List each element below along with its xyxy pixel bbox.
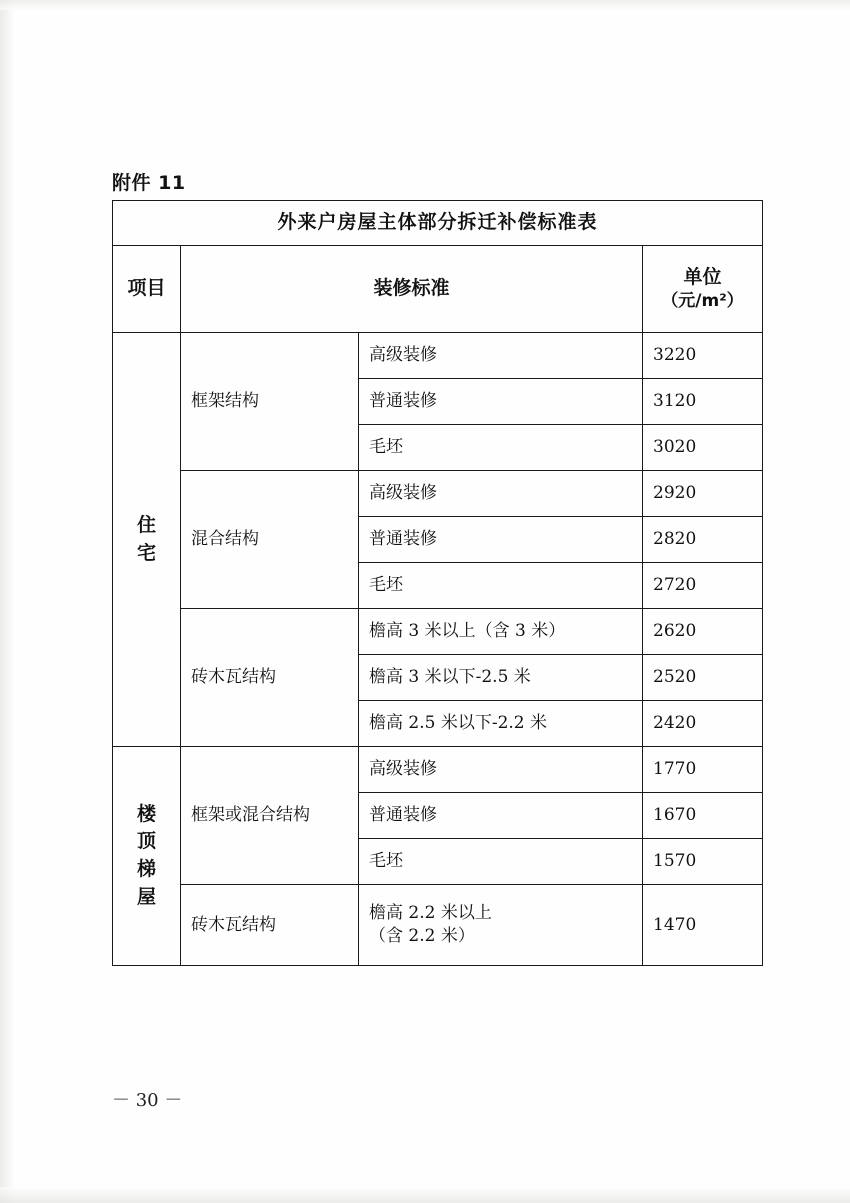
desc-line1: 檐高 2.2 米以上 xyxy=(369,903,492,924)
value: 2720 xyxy=(643,563,763,609)
table-row xyxy=(113,747,763,793)
compensation-standard-table xyxy=(112,200,763,966)
desc: 檐高 3 米以下-2.5 米 xyxy=(359,655,643,701)
table-title: 外来户房屋主体部分拆迁补偿标准表 xyxy=(113,201,763,246)
structure-brick-wood-tile-roof: 砖木瓦结构 xyxy=(181,885,359,966)
value: 2620 xyxy=(643,609,763,655)
category-rooftop-stairhouse xyxy=(113,747,181,966)
structure-frame-or-mixed: 框架或混合结构 xyxy=(181,747,359,885)
value: 2520 xyxy=(643,655,763,701)
value: 3220 xyxy=(643,333,763,379)
value: 1470 xyxy=(643,885,763,966)
desc: 毛坯 xyxy=(359,425,643,471)
page-number: － 30 － xyxy=(112,1090,183,1111)
table-row xyxy=(113,609,763,655)
structure-frame: 框架结构 xyxy=(181,333,359,471)
desc: 毛坯 xyxy=(359,839,643,885)
header-unit xyxy=(643,246,763,333)
desc: 高级装修 xyxy=(359,747,643,793)
value: 3020 xyxy=(643,425,763,471)
header-project: 项目 xyxy=(113,246,181,333)
value: 1770 xyxy=(643,747,763,793)
desc: 檐高 3 米以上（含 3 米） xyxy=(359,609,643,655)
desc: 檐高 2.5 米以下-2.2 米 xyxy=(359,701,643,747)
value: 1570 xyxy=(643,839,763,885)
table-row xyxy=(113,885,763,966)
desc: 高级装修 xyxy=(359,471,643,517)
header-decoration-standard: 装修标准 xyxy=(181,246,643,333)
desc: 普通装修 xyxy=(359,793,643,839)
category-residence-label: 住 宅 xyxy=(136,513,156,564)
desc: 毛坯 xyxy=(359,563,643,609)
desc: 普通装修 xyxy=(359,379,643,425)
value: 2420 xyxy=(643,701,763,747)
desc: 普通装修 xyxy=(359,517,643,563)
structure-brick-wood-tile: 砖木瓦结构 xyxy=(181,609,359,747)
value: 1670 xyxy=(643,793,763,839)
value: 3120 xyxy=(643,379,763,425)
attachment-label: 附件 11 xyxy=(112,172,186,194)
table-row xyxy=(113,471,763,517)
scan-edge-bottom xyxy=(0,1187,850,1203)
value: 2820 xyxy=(643,517,763,563)
table-title-row xyxy=(113,201,763,246)
scan-edge-left xyxy=(0,0,14,1203)
desc: 高级装修 xyxy=(359,333,643,379)
structure-mixed: 混合结构 xyxy=(181,471,359,609)
category-rooftop-stairhouse-label: 楼 顶 梯 屋 xyxy=(136,802,156,908)
value: 2920 xyxy=(643,471,763,517)
desc xyxy=(359,885,643,966)
desc-line2: （含 2.2 米） xyxy=(369,926,475,946)
header-unit-line1: 单位 xyxy=(683,265,722,288)
table-row xyxy=(113,333,763,379)
header-unit-line2: （元/m²） xyxy=(661,291,744,312)
category-residence xyxy=(113,333,181,747)
table-header-row xyxy=(113,246,763,333)
scan-edge-top xyxy=(0,0,850,10)
